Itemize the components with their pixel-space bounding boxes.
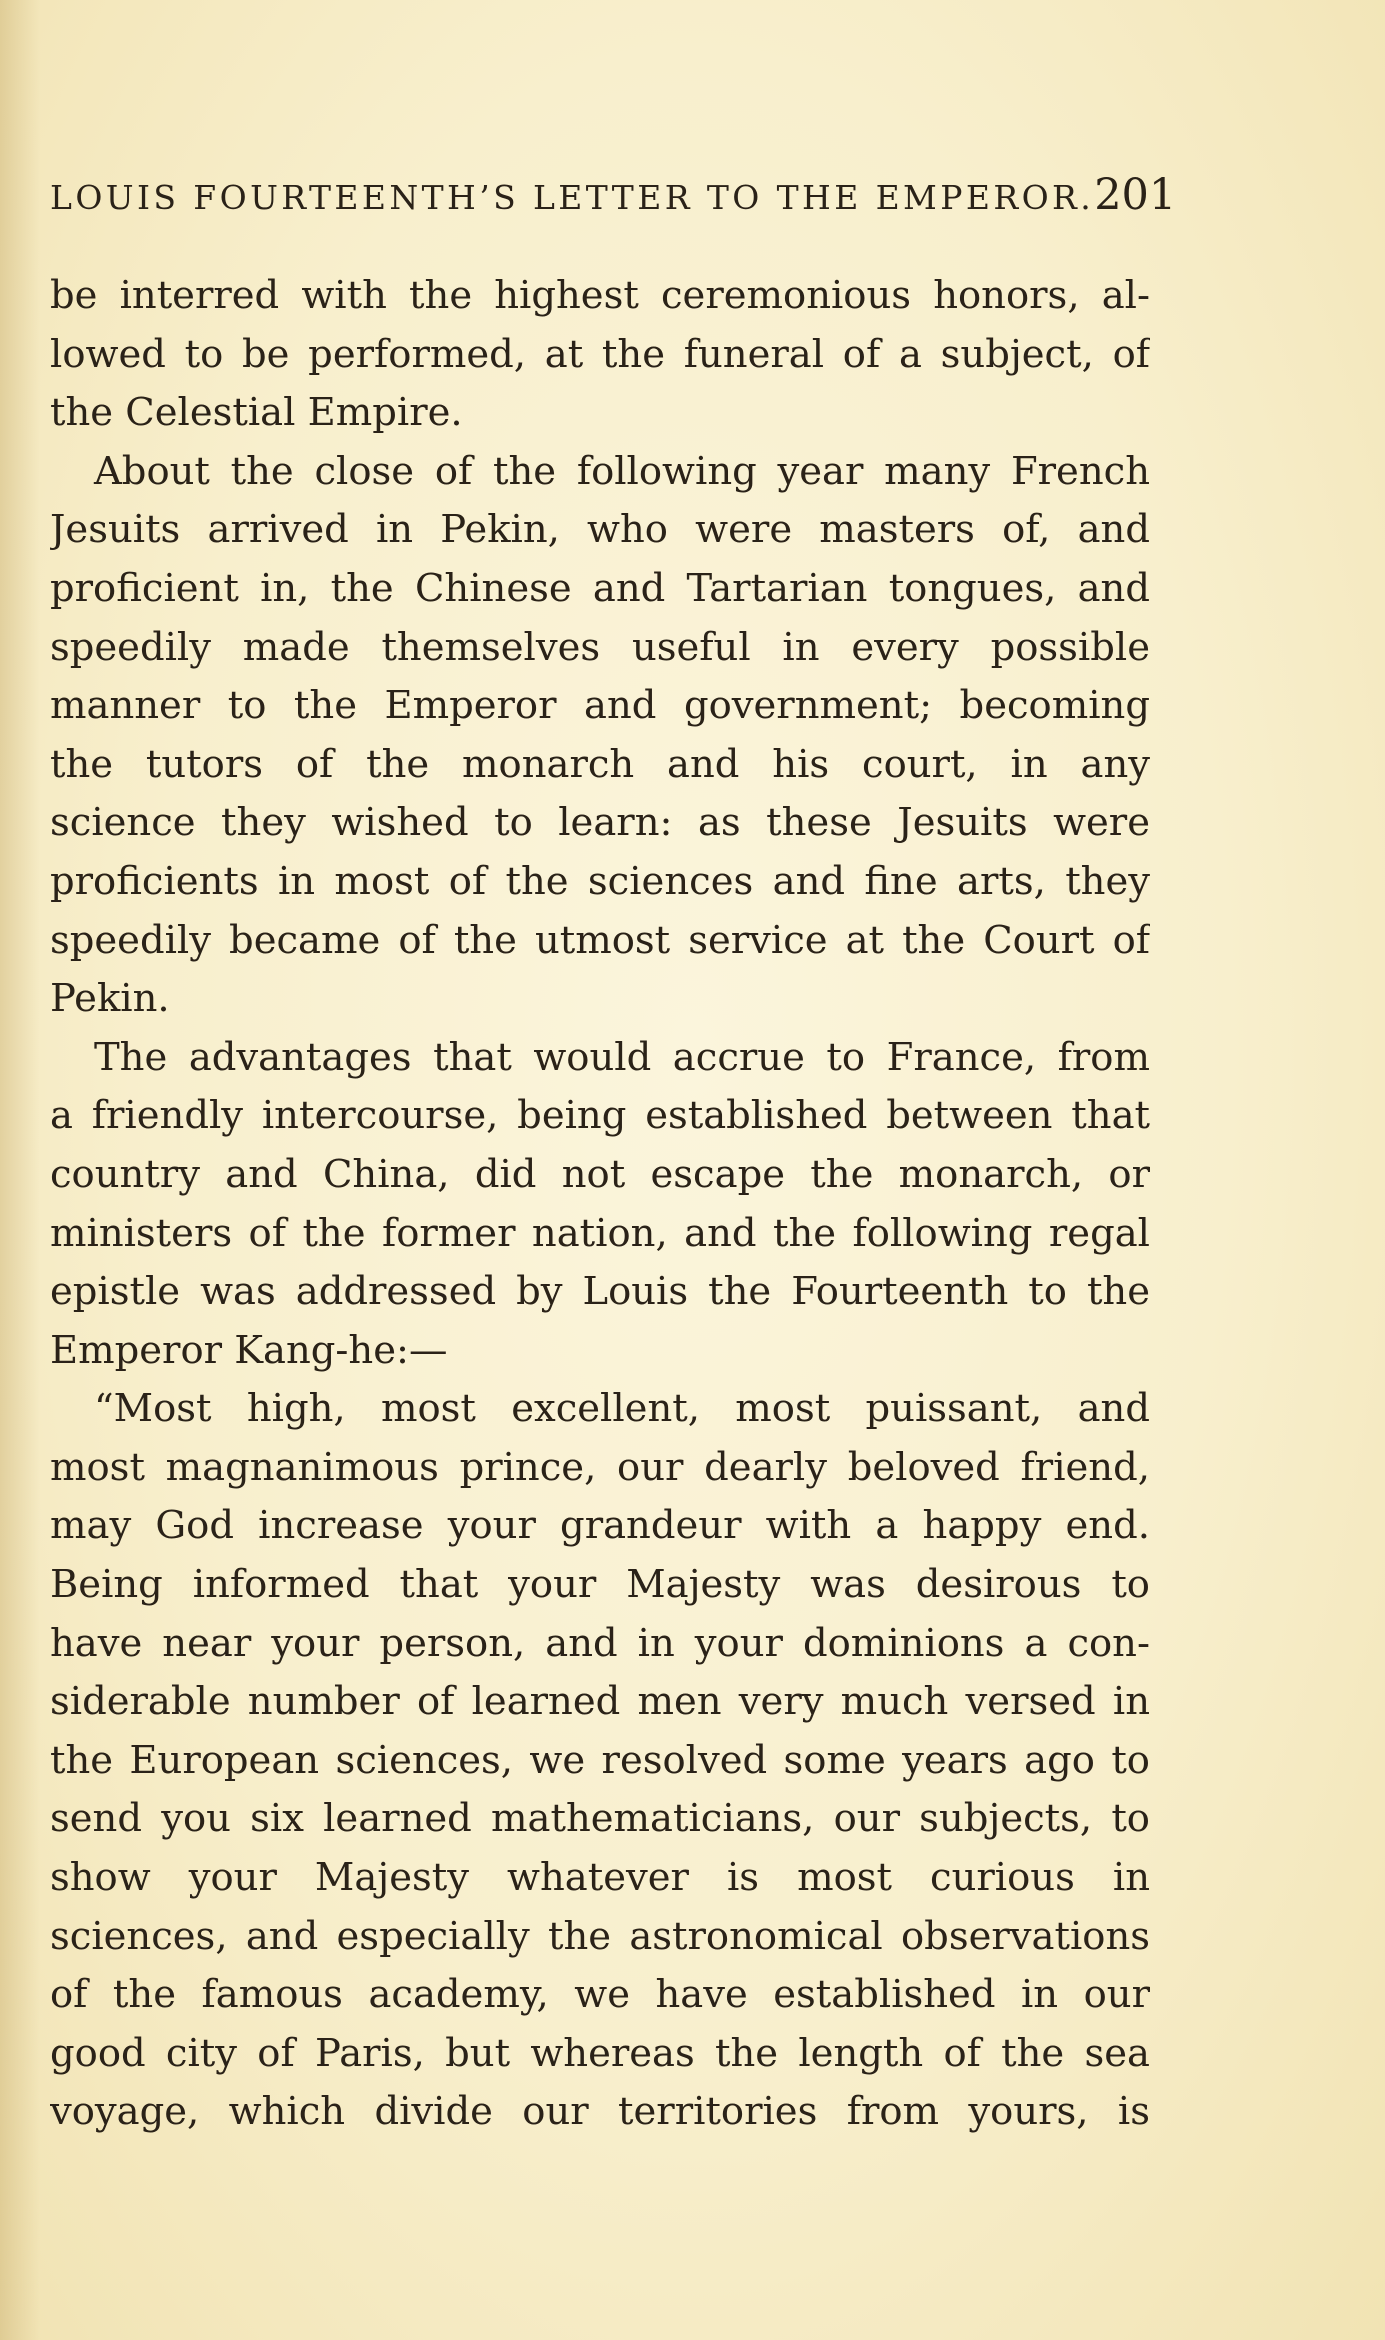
text-line: Pekin. xyxy=(50,976,170,1022)
text-line: The advantages that would accrue to France, from xyxy=(94,1034,1150,1080)
text-line: lowed to be performed, at the funeral of a subject, of xyxy=(50,331,1150,377)
body-text xyxy=(50,267,1150,2142)
text-line: the tutors of the monarch and his court, in any xyxy=(50,741,1150,787)
text-line: send you six learned mathematicians, our subjects, to xyxy=(50,1796,1150,1842)
text-line: science they wished to learn: as these Jesuits were xyxy=(50,800,1150,846)
text-line: speedily became of the utmost service at the Court of xyxy=(50,917,1150,963)
gutter-shadow xyxy=(0,0,40,2340)
text-line: siderable number of learned men very much versed in xyxy=(50,1679,1150,1725)
text-line: ministers of the former nation, and the following regal xyxy=(50,1210,1150,1256)
text-line: Emperor Kang-he:— xyxy=(50,1327,448,1373)
text-line: speedily made themselves useful in every possible xyxy=(50,624,1150,670)
text-line: be interred with the highest ceremonious honors, al- xyxy=(50,273,1150,318)
text-line: voyage, which divide our territories from yours, is xyxy=(50,2089,1150,2135)
running-title: LOUIS FOURTEENTH’S LETTER TO THE EMPEROR. xyxy=(50,178,1095,217)
text-line: proficients in most of the sciences and fine arts, they xyxy=(50,858,1150,904)
text-line: proficient in, the Chinese and Tartarian tongues, and xyxy=(50,565,1150,611)
text-line: show your Majesty whatever is most curious in xyxy=(50,1855,1150,1901)
text-line: may God increase your grandeur with a happy end. xyxy=(50,1503,1150,1549)
text-line: of the famous academy, we have established in our xyxy=(50,1972,1150,2018)
running-head xyxy=(50,170,1177,230)
text-line: “Most high, most excellent, most puissant, and xyxy=(94,1386,1150,1432)
text-line: Being informed that your Majesty was desirous to xyxy=(50,1562,1150,1608)
text-line: manner to the Emperor and government; becoming xyxy=(50,683,1150,729)
text-line: a friendly intercourse, being established between that xyxy=(50,1093,1150,1139)
text-line: epistle was addressed by Louis the Fourteenth to the xyxy=(50,1269,1150,1315)
text-line: the European sciences, we resolved some years ago to xyxy=(50,1737,1150,1783)
text-line: About the close of the following year many French xyxy=(94,448,1150,494)
text-line: country and China, did not escape the monarch, or xyxy=(50,1151,1150,1197)
page-number: 201 xyxy=(1094,170,1177,220)
text-line: the Celestial Empire. xyxy=(50,390,463,436)
text-line: Jesuits arrived in Pekin, who were masters of, and xyxy=(50,507,1150,553)
text-line: good city of Paris, but whereas the length of the sea xyxy=(50,2030,1150,2076)
text-line: sciences, and especially the astronomical observations xyxy=(50,1913,1150,1959)
text-line: most magnanimous prince, our dearly beloved friend, xyxy=(50,1444,1150,1490)
text-line: have near your person, and in your dominions a con- xyxy=(50,1620,1150,1666)
